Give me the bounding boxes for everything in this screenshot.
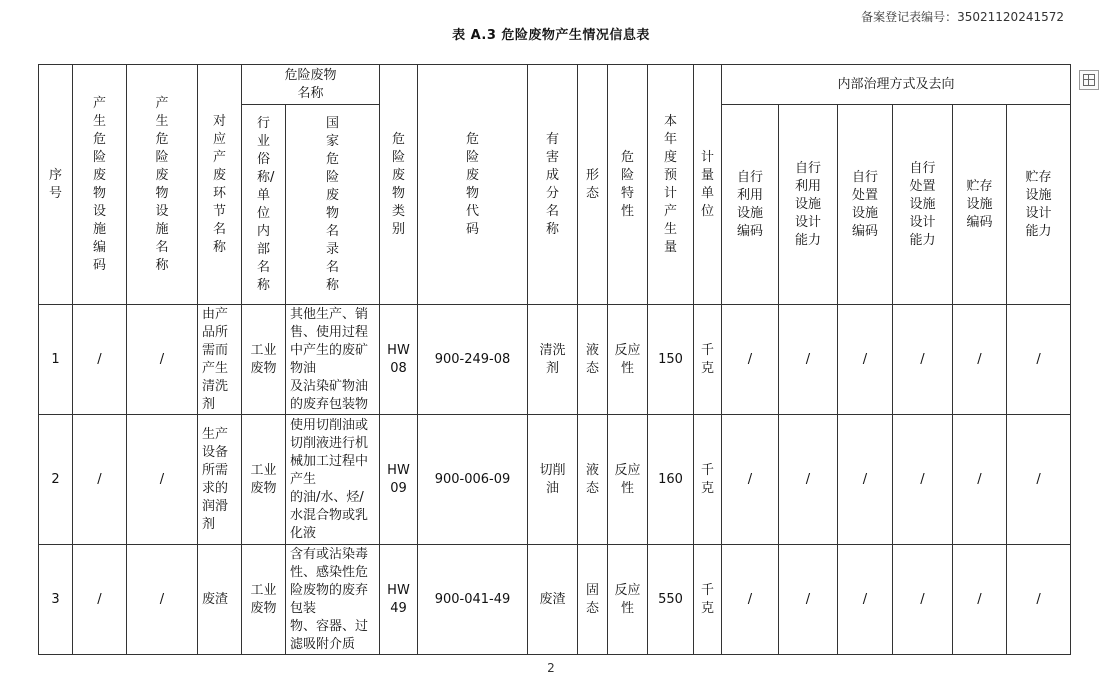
header-self-dispose-capacity: 自行处置设施设计能力 bbox=[893, 105, 953, 305]
cell-industry: 工业废物 bbox=[242, 545, 286, 655]
cell-facility-code: / bbox=[73, 415, 127, 545]
cell-facility-code: / bbox=[73, 305, 127, 415]
cell-self-dispose-capacity: / bbox=[893, 305, 953, 415]
cell-amount: 160 bbox=[648, 415, 694, 545]
cell-industry: 工业废物 bbox=[242, 305, 286, 415]
header-self-use-code: 自行利用设施编码 bbox=[722, 105, 779, 305]
cell-form: 液态 bbox=[578, 415, 608, 545]
page-number: 2 bbox=[547, 661, 555, 675]
cell-self-use-code: / bbox=[722, 415, 779, 545]
cell-category: HW 49 bbox=[380, 545, 418, 655]
cell-process: 生产设备所需求的润滑剂 bbox=[198, 415, 242, 545]
header-code: 危险废物代码 bbox=[418, 65, 528, 305]
cell-harmful: 废渣 bbox=[528, 545, 578, 655]
cell-facility-name: / bbox=[127, 415, 198, 545]
hazardous-waste-table bbox=[38, 64, 1071, 655]
cell-self-dispose-code: / bbox=[838, 305, 893, 415]
cell-category: HW 08 bbox=[380, 305, 418, 415]
cell-national: 含有或沾染毒性、感染性危险废物的废弃包装 物、容器、过滤吸附介质 bbox=[286, 545, 380, 655]
cell-industry: 工业废物 bbox=[242, 415, 286, 545]
cell-storage-code: / bbox=[953, 415, 1007, 545]
cell-code: 900-041-49 bbox=[418, 545, 528, 655]
header-facility-code: 产生危险废物设施编码 bbox=[73, 65, 127, 305]
cell-amount: 550 bbox=[648, 545, 694, 655]
cell-form: 固态 bbox=[578, 545, 608, 655]
cell-national: 使用切削油或切削液进行机械加工过程中产生 的油/水、烃/水混合物或乳化液 bbox=[286, 415, 380, 545]
cell-code: 900-006-09 bbox=[418, 415, 528, 545]
cell-category: HW 09 bbox=[380, 415, 418, 545]
cell-code: 900-249-08 bbox=[418, 305, 528, 415]
cell-unit: 千克 bbox=[694, 305, 722, 415]
cell-national: 其他生产、销售、使用过程中产生的废矿物油 及沾染矿物油的废弃包装物 bbox=[286, 305, 380, 415]
cell-self-use-code: / bbox=[722, 305, 779, 415]
cell-facility-name: / bbox=[127, 545, 198, 655]
cell-property: 反应性 bbox=[608, 545, 648, 655]
cell-storage-code: / bbox=[953, 305, 1007, 415]
header-form: 形态 bbox=[578, 65, 608, 305]
cell-facility-name: / bbox=[127, 305, 198, 415]
cell-property: 反应性 bbox=[608, 415, 648, 545]
header-facility-name: 产生危险废物设施名称 bbox=[127, 65, 198, 305]
cell-facility-code: / bbox=[73, 545, 127, 655]
cell-self-use-code: / bbox=[722, 545, 779, 655]
cell-form: 液态 bbox=[578, 305, 608, 415]
header-internal-group: 内部治理方式及去向 bbox=[722, 65, 1071, 105]
record-number-line bbox=[861, 8, 1064, 25]
header-category: 危险废物类别 bbox=[380, 65, 418, 305]
cell-process: 由产品所需而产生清洗剂 bbox=[198, 305, 242, 415]
cell-storage-capacity: / bbox=[1007, 415, 1071, 545]
header-waste-name-group: 危险废物名称 bbox=[242, 65, 380, 105]
cell-seq: 3 bbox=[39, 545, 73, 655]
cell-self-dispose-capacity: / bbox=[893, 415, 953, 545]
cell-storage-code: / bbox=[953, 545, 1007, 655]
table-row bbox=[39, 545, 1071, 655]
table-row bbox=[39, 415, 1071, 545]
cell-self-dispose-capacity: / bbox=[893, 545, 953, 655]
cell-storage-capacity: / bbox=[1007, 545, 1071, 655]
cell-harmful: 清洗剂 bbox=[528, 305, 578, 415]
table-title: 表 A.3 危险废物产生情况信息表 bbox=[452, 28, 650, 43]
cell-self-use-capacity: / bbox=[779, 545, 838, 655]
cell-storage-capacity: / bbox=[1007, 305, 1071, 415]
cell-property: 反应性 bbox=[608, 305, 648, 415]
table-select-icon[interactable] bbox=[1079, 70, 1099, 90]
record-number: 35021120241572 bbox=[957, 10, 1064, 24]
header-seq: 序号 bbox=[39, 65, 73, 305]
header-industry-name: 行业俗称/单位内部名称 bbox=[242, 105, 286, 305]
table-row bbox=[39, 305, 1071, 415]
cell-unit: 千克 bbox=[694, 545, 722, 655]
header-storage-code: 贮存设施编码 bbox=[953, 105, 1007, 305]
header-amount: 本年度预计产生量 bbox=[648, 65, 694, 305]
cell-self-use-capacity: / bbox=[779, 415, 838, 545]
cell-harmful: 切削油 bbox=[528, 415, 578, 545]
header-self-dispose-code: 自行处置设施编码 bbox=[838, 105, 893, 305]
header-national-name: 国家危险废物名录名称 bbox=[286, 105, 380, 305]
cell-seq: 2 bbox=[39, 415, 73, 545]
header-property: 危险特性 bbox=[608, 65, 648, 305]
header-harmful: 有害成分名称 bbox=[528, 65, 578, 305]
header-storage-capacity: 贮存设施设计能力 bbox=[1007, 105, 1071, 305]
header-unit: 计量单位 bbox=[694, 65, 722, 305]
cell-self-use-capacity: / bbox=[779, 305, 838, 415]
cell-amount: 150 bbox=[648, 305, 694, 415]
record-label: 备案登记表编号： bbox=[861, 10, 958, 24]
cell-self-dispose-code: / bbox=[838, 415, 893, 545]
cell-unit: 千克 bbox=[694, 415, 722, 545]
header-process-name: 对应产废环节名称 bbox=[198, 65, 242, 305]
header-self-use-capacity: 自行利用设施设计能力 bbox=[779, 105, 838, 305]
cell-process: 废渣 bbox=[198, 545, 242, 655]
cell-self-dispose-code: / bbox=[838, 545, 893, 655]
cell-seq: 1 bbox=[39, 305, 73, 415]
